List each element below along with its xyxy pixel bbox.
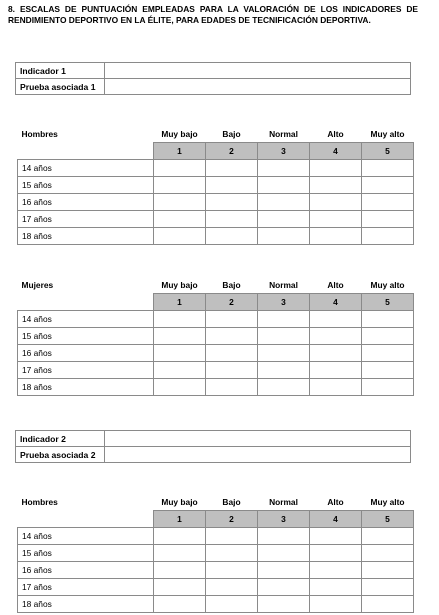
score-header: 5 [362,143,414,160]
score-cell[interactable] [310,362,362,379]
table-row [18,345,414,362]
score-header: 2 [206,511,258,528]
indicator-2-table [15,430,411,463]
blank-cell [18,143,154,160]
score-cell[interactable] [310,562,362,579]
group-label: Hombres [21,129,58,140]
score-row [18,143,414,160]
score-cell[interactable] [206,328,258,345]
score-cell[interactable] [258,562,310,579]
age-label: 15 años [18,545,154,562]
score-cell[interactable] [206,579,258,596]
score-cell[interactable] [154,345,206,362]
level-header: Muy bajo [161,280,198,290]
score-cell[interactable] [362,362,414,379]
score-cell[interactable] [154,194,206,211]
scores-table-men-1 [17,126,414,245]
score-cell[interactable] [362,311,414,328]
header-row [18,494,414,511]
age-label: 18 años [18,228,154,245]
score-cell[interactable] [206,228,258,245]
score-cell[interactable] [310,311,362,328]
score-cell[interactable] [206,311,258,328]
score-cell[interactable] [362,579,414,596]
score-cell[interactable] [154,379,206,396]
score-cell[interactable] [206,362,258,379]
score-cell[interactable] [154,311,206,328]
document-title: 8. ESCALAS DE PUNTUACIÓN EMPLEADAS PARA LA VALORACIÓN DE LOS INDICADORES DE RENDIMIENTO DEPORTIVO EN LA ÉLITE, PARA EDADES DE TECNIFICACIÓN DEPORTIVA. [8,4,418,25]
age-label: 18 años [18,596,154,613]
scores-table-men-2 [17,494,414,613]
header-row [18,277,414,294]
score-cell[interactable] [154,211,206,228]
age-label: 14 años [18,528,154,545]
age-label: 14 años [18,160,154,177]
score-cell[interactable] [154,545,206,562]
age-label: 16 años [18,562,154,579]
indicator-2-field[interactable] [105,431,411,447]
score-header: 5 [362,294,414,311]
score-cell[interactable] [258,311,310,328]
score-cell[interactable] [258,596,310,613]
score-cell[interactable] [206,562,258,579]
score-cell[interactable] [310,596,362,613]
level-header: Bajo [222,129,241,139]
score-header: 5 [362,511,414,528]
age-label: 15 años [18,177,154,194]
score-header: 4 [310,143,362,160]
table-row [18,160,414,177]
score-cell[interactable] [362,345,414,362]
score-cell[interactable] [258,177,310,194]
level-header: Alto [327,129,344,139]
age-label: 16 años [18,194,154,211]
age-label: 17 años [18,362,154,379]
table-row [18,379,414,396]
score-cell[interactable] [362,228,414,245]
level-header: Normal [269,280,298,290]
level-header: Normal [269,129,298,139]
table-row [18,528,414,545]
score-cell[interactable] [258,579,310,596]
score-cell[interactable] [362,328,414,345]
test-1-field[interactable] [105,79,411,95]
score-cell[interactable] [154,596,206,613]
score-cell[interactable] [258,228,310,245]
score-cell[interactable] [258,362,310,379]
table-row [18,545,414,562]
level-header: Alto [327,280,344,290]
score-cell[interactable] [310,345,362,362]
score-cell[interactable] [310,177,362,194]
scores-table-women-1 [17,277,414,396]
score-row [18,294,414,311]
score-header: 3 [258,294,310,311]
indicator-1-table [15,62,411,95]
score-cell[interactable] [258,194,310,211]
indicator-2-label: Indicador 2 [16,431,105,447]
header-row [18,126,414,143]
test-2-label: Prueba asociada 2 [16,447,105,463]
score-cell[interactable] [310,328,362,345]
table-row [18,177,414,194]
score-cell[interactable] [206,211,258,228]
table-row [18,579,414,596]
score-cell[interactable] [310,579,362,596]
score-cell[interactable] [206,177,258,194]
score-cell[interactable] [310,545,362,562]
score-cell[interactable] [206,345,258,362]
blank-cell [18,511,154,528]
score-header: 2 [206,294,258,311]
group-label: Mujeres [21,280,54,291]
level-header: Muy alto [370,129,405,139]
score-cell[interactable] [362,160,414,177]
score-cell[interactable] [154,328,206,345]
score-cell[interactable] [258,211,310,228]
age-label: 17 años [18,211,154,228]
score-cell[interactable] [258,379,310,396]
age-label: 16 años [18,345,154,362]
score-cell[interactable] [258,160,310,177]
score-cell[interactable] [362,545,414,562]
score-header: 2 [206,143,258,160]
score-cell[interactable] [258,528,310,545]
test-2-field[interactable] [105,447,411,463]
score-cell[interactable] [310,211,362,228]
score-cell[interactable] [310,528,362,545]
score-header: 3 [258,143,310,160]
score-cell[interactable] [362,177,414,194]
table-row [18,562,414,579]
indicator-1-label: Indicador 1 [16,63,105,79]
age-label: 17 años [18,579,154,596]
score-row [18,511,414,528]
score-cell[interactable] [310,194,362,211]
level-header: Muy bajo [161,497,198,507]
score-cell[interactable] [206,379,258,396]
age-label: 15 años [18,328,154,345]
table-row [18,328,414,345]
level-header: Muy alto [370,280,405,290]
table-row [18,596,414,613]
score-cell[interactable] [154,362,206,379]
score-cell[interactable] [310,379,362,396]
score-cell[interactable] [362,211,414,228]
score-cell[interactable] [310,160,362,177]
test-1-label: Prueba asociada 1 [16,79,105,95]
score-cell[interactable] [258,345,310,362]
score-cell[interactable] [362,379,414,396]
level-header: Muy alto [370,497,405,507]
score-cell[interactable] [362,562,414,579]
level-header: Muy bajo [161,129,198,139]
table-row [18,311,414,328]
score-header: 3 [258,511,310,528]
score-header: 1 [154,294,206,311]
score-cell[interactable] [310,228,362,245]
score-cell[interactable] [154,528,206,545]
age-label: 14 años [18,311,154,328]
score-cell[interactable] [362,528,414,545]
score-header: 1 [154,143,206,160]
score-cell[interactable] [362,194,414,211]
indicator-1-field[interactable] [105,63,411,79]
score-cell[interactable] [362,596,414,613]
score-cell[interactable] [154,177,206,194]
blank-cell [18,294,154,311]
score-header: 4 [310,511,362,528]
level-header: Alto [327,497,344,507]
score-cell[interactable] [206,596,258,613]
table-row [18,211,414,228]
score-header: 1 [154,511,206,528]
score-cell[interactable] [206,545,258,562]
score-cell[interactable] [206,528,258,545]
group-label: Hombres [21,497,58,508]
table-row [18,228,414,245]
score-cell[interactable] [206,194,258,211]
score-cell[interactable] [258,545,310,562]
score-cell[interactable] [206,160,258,177]
age-label: 18 años [18,379,154,396]
table-row [18,362,414,379]
level-header: Normal [269,497,298,507]
level-header: Bajo [222,497,241,507]
score-cell[interactable] [154,160,206,177]
score-header: 4 [310,294,362,311]
score-cell[interactable] [154,228,206,245]
score-cell[interactable] [154,562,206,579]
table-row [18,194,414,211]
score-cell[interactable] [258,328,310,345]
level-header: Bajo [222,280,241,290]
score-cell[interactable] [154,579,206,596]
